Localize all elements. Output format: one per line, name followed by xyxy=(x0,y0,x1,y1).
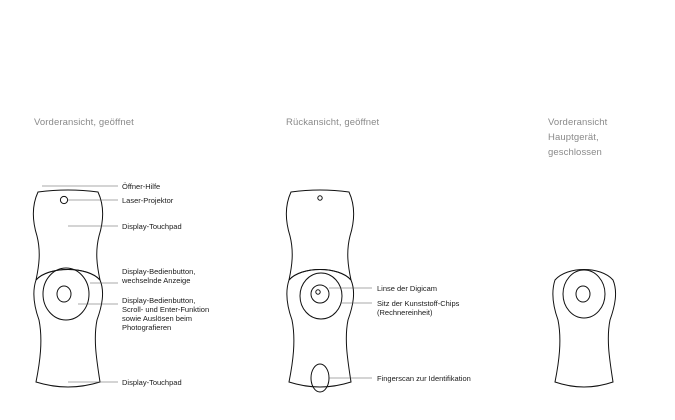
chip-seat-icon xyxy=(300,273,342,319)
label-fingerscan: Fingerscan zur Identifikation xyxy=(377,374,471,383)
label-camera-lens: Linse der Digicam xyxy=(377,284,438,293)
camera-lens-inner-icon xyxy=(316,290,320,294)
back-open-device xyxy=(286,190,372,392)
closed-button-core-icon xyxy=(576,286,590,302)
label-touchpad-bottom: Display-Touchpad xyxy=(122,378,182,387)
back-lower-shell xyxy=(287,270,354,388)
label-button-display: Display-Bedienbutton, wechselnde Anzeige xyxy=(122,267,196,285)
back-upper-shell xyxy=(286,190,353,280)
label-laser-projector: Laser-Projektor xyxy=(122,196,174,205)
label-chip-seat: Sitz der Kunststoff-Chips (Rechnereinheit) xyxy=(377,299,460,317)
laser-projector-icon xyxy=(60,196,67,203)
front-open-button-core-icon xyxy=(57,286,71,302)
front-closed-view-title: Vorderansicht Hauptgerät, geschlossen xyxy=(548,117,608,158)
front-closed-device xyxy=(553,270,616,388)
back-opener-icon xyxy=(318,196,322,200)
label-button-scroll: Display-Bedienbutton, Scroll- und Enter-Funktion sowie Auslösen beim Photografieren xyxy=(122,296,210,332)
front-open-device xyxy=(33,186,118,387)
closed-control-button-icon xyxy=(563,270,605,318)
front-open-control-button-icon xyxy=(43,268,89,320)
front-open-view-title: Vorderansicht, geöffnet xyxy=(34,117,134,128)
fingerscan-icon xyxy=(311,364,329,392)
label-touchpad-top: Display-Touchpad xyxy=(122,222,182,231)
camera-lens-icon xyxy=(311,285,329,303)
label-opener: Öffner-Hilfe xyxy=(122,182,161,191)
closed-shell xyxy=(553,270,616,388)
back-open-view-title: Rückansicht, geöffnet xyxy=(286,117,380,128)
front-upper-shell xyxy=(33,190,102,280)
